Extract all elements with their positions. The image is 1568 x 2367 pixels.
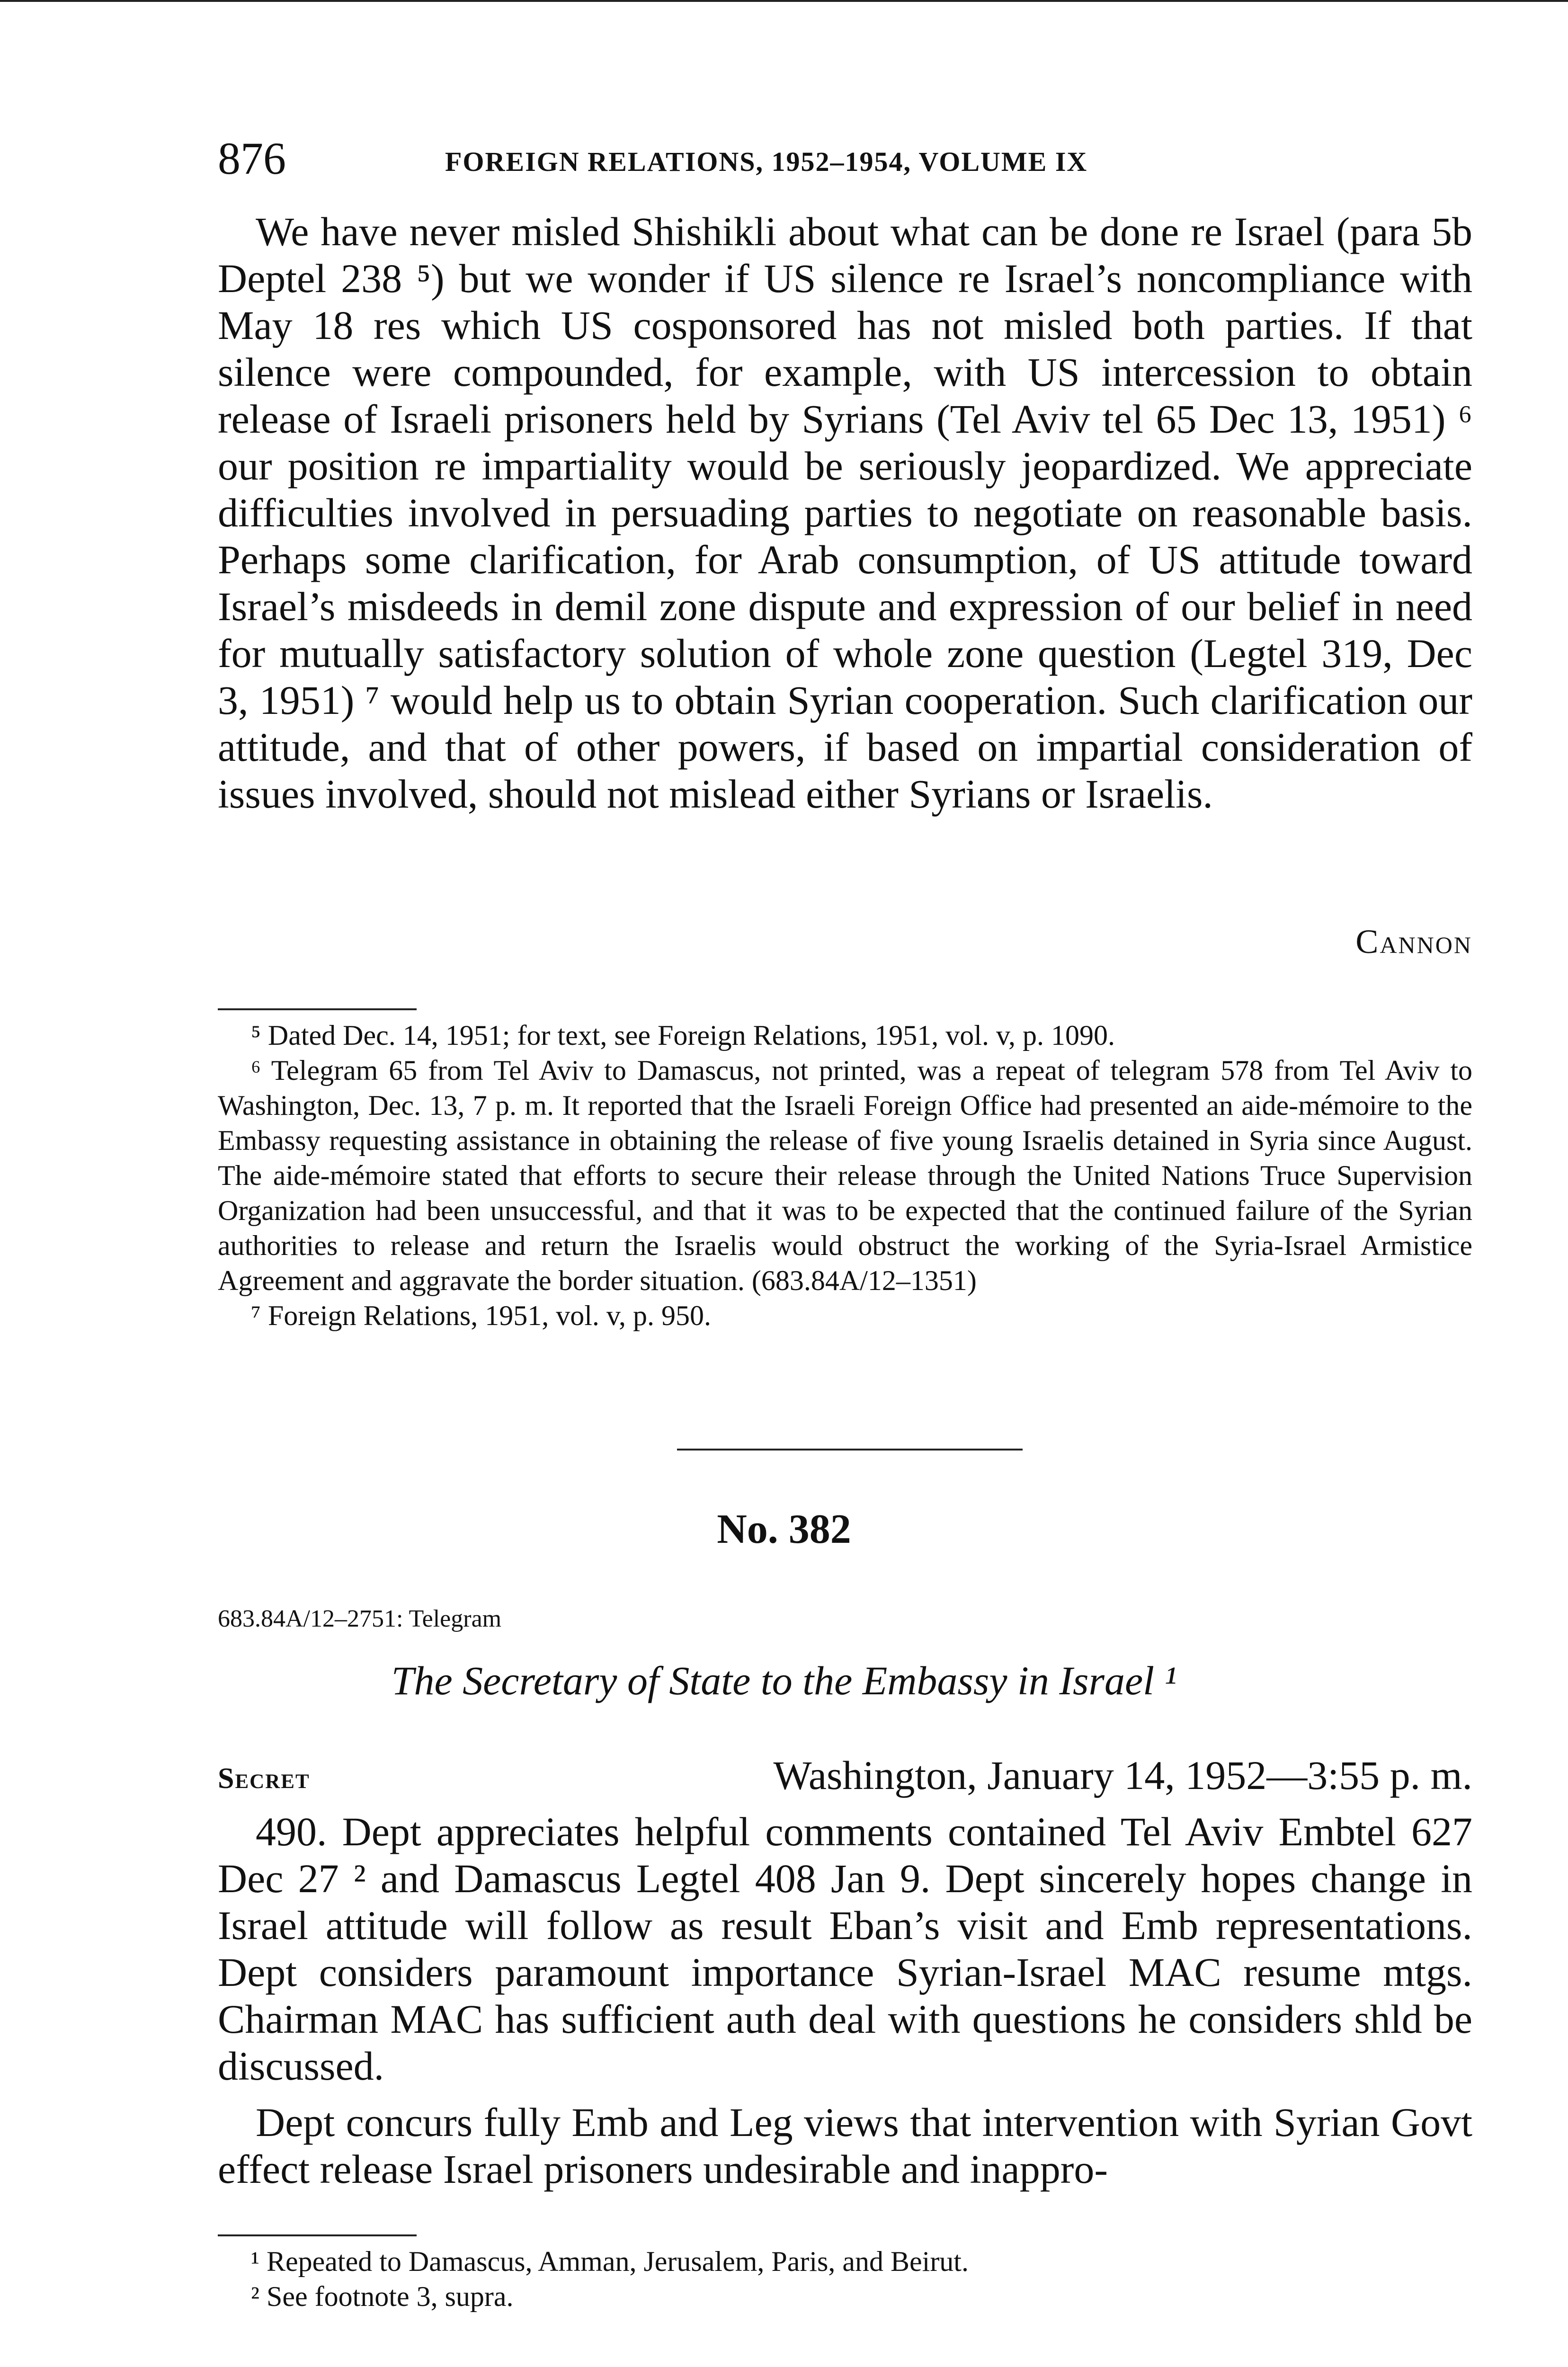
continuation-paragraph: We have never misled Shishikli about what can be done re Israel (para 5b Deptel 238 ⁵) but we wonder if US silence re Israel’s noncompliance with May 18 res which US cosponsored has not misled both parties. If that silence were compounded, for example, with US intercession to obtain release of Israeli prisoners held by Syrians (Tel Aviv tel 65 Dec 13, 1951) ⁶ our position re impartiality would be seriously jeopardized. We appreciate difficulties involved in persuading parties to negotiate on reasonable basis. Perhaps some clarification, for Arab consumption, of US attitude toward Israel’s misdeeds in demil zone dispute and expression of our belief in need for mutually satisfactory solution of whole zone question (Legtel 319, Dec 3, 1951) ⁷ would help us to obtain Syrian cooperation. Such clarification our attitude, and that of other powers, if based on impartial consideration of issues involved, should not mislead either Syrians or Israelis. [218,209,1472,817]
running-head [218,133,1472,185]
top-edge-line [0,0,1568,2]
footnote-rule-bottom [218,2234,417,2236]
telegram-body [218,1808,1472,2193]
footnote-2: ² See footnote 3, supra. [251,2281,514,2312]
dateline [218,1752,1472,1799]
page-number: 876 [218,133,286,184]
document-title: The Secretary of State to the Embassy in Israel ¹ [391,1658,1177,1703]
footnote-6: ⁶ Telegram 65 from Tel Aviv to Damascus, not printed, was a repeat of telegram 578 from Tel Aviv to Washington, Dec. 13, 7 p. m. It reported that the Israeli Foreign Office had presented an aide-mémoire to the Embassy requesting assistance in obtaining the release of five young Israelis detained in Syria since August. The aide-mémoire stated that efforts to secure their release through the United Nations Truce Supervision Organization had been unsuccessful, and that it was to be expected that the continued failure of the Syrian authorities to release and return the Israelis would obstruct the working of the Syria-Israel Armistice Agreement and aggravate the border situation. (683.84A/12–1351) [218,1055,1472,1296]
section-divider [677,1449,1023,1450]
footnote-1: ¹ Repeated to Damascus, Amman, Jerusalem, Paris, and Beirut. [251,2246,969,2277]
place-and-date: Washington, January 14, 1952—3:55 p. m. [773,1753,1472,1798]
footnote-5: ⁵ Dated Dec. 14, 1951; for text, see Foreign Relations, 1951, vol. v, p. 1090. [251,1020,1115,1051]
footnotes-top [218,1018,1472,1333]
classification-marking: Secret [218,1762,310,1795]
signature: Cannon [1355,923,1472,961]
footnotes-bottom [218,2244,1472,2314]
footnote-rule-top [218,1008,417,1010]
running-title: FOREIGN RELATIONS, 1952–1954, VOLUME IX [445,146,1088,177]
document-number: No. 382 [717,1506,851,1552]
telegram-paragraph-2: Dept concurs fully Emb and Leg views that intervention with Syrian Govt effect release Israel prisoners undesirable and inappro- [218,2100,1472,2192]
telegram-paragraph-1: 490. Dept appreciates helpful comments contained Tel Aviv Embtel 627 Dec 27 ² and Damascus Legtel 408 Jan 9. Dept sincerely hopes change in Israel attitude will follow as result Eban’s visit and Emb representations. Dept considers paramount importance Syrian-Israel MAC resume mtgs. Chairman MAC has sufficient auth deal with questions he considers shld be discussed. [218,1809,1472,2089]
file-reference: 683.84A/12–2751: Telegram [218,1605,502,1632]
continuation-section [218,208,1472,818]
footnote-7: ⁷ Foreign Relations, 1951, vol. v, p. 950. [251,1300,711,1331]
